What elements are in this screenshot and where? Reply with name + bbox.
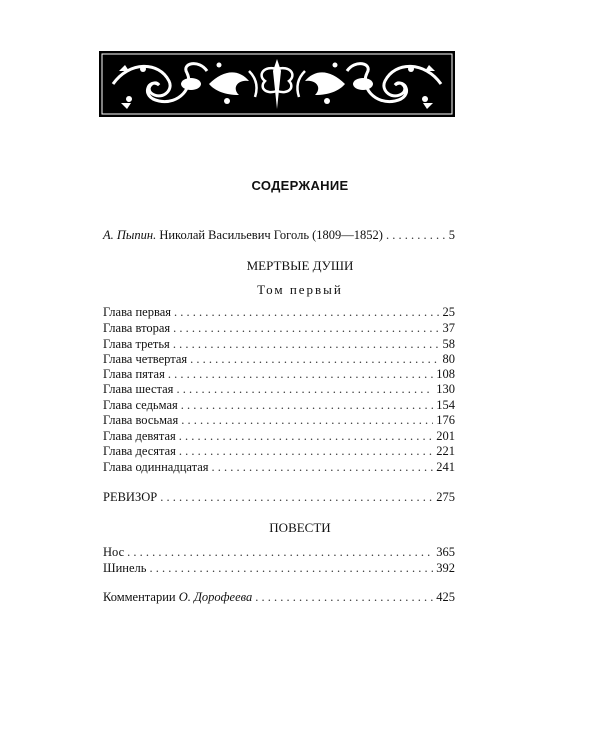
dot-leader xyxy=(174,305,439,320)
chapter-label: Глава шестая xyxy=(103,382,174,396)
chapter-label: Глава пятая xyxy=(103,367,165,381)
story-label: Нос xyxy=(103,545,125,559)
toc-entry xyxy=(103,460,455,475)
dot-leader xyxy=(160,490,433,505)
chapter-page: 176 xyxy=(436,413,455,427)
chapter-label: Глава четвертая xyxy=(103,352,188,366)
dot-leader xyxy=(386,228,446,243)
comments-label: Комментарии xyxy=(103,590,176,604)
dot-leader xyxy=(212,460,434,475)
toc-entry xyxy=(103,398,455,413)
intro-label xyxy=(103,228,383,243)
comments-author: О. Дорофеева xyxy=(178,590,253,604)
comments-page: 425 xyxy=(436,590,455,604)
chapter-page: 58 xyxy=(442,337,455,351)
intro-title: Николай Васильевич Гоголь (1809—1852) xyxy=(159,228,383,242)
contents-title: СОДЕРЖАНИЕ xyxy=(251,178,349,193)
chapter-page: 80 xyxy=(442,352,455,366)
decorative-ornament-banner xyxy=(99,51,455,117)
dot-leader xyxy=(190,352,439,367)
chapter-label: Глава седьмая xyxy=(103,398,178,412)
section-dead-souls: МЕРТВЫЕ ДУШИ xyxy=(246,258,354,273)
dot-leader xyxy=(181,398,434,413)
volume-one-heading: Том первый xyxy=(257,282,343,297)
toc-entry xyxy=(103,444,455,459)
comments-entry xyxy=(103,590,455,605)
chapter-page: 201 xyxy=(436,429,455,443)
chapter-page: 25 xyxy=(442,305,455,319)
intro-page: 5 xyxy=(448,228,455,242)
chapter-label: Глава вторая xyxy=(103,321,171,335)
toc-entry xyxy=(103,337,455,352)
dot-leader xyxy=(179,429,433,444)
dot-leader xyxy=(168,367,433,382)
dot-leader xyxy=(127,545,433,560)
chapter-page: 37 xyxy=(442,321,455,335)
dot-leader xyxy=(255,590,433,605)
story-label: Шинель xyxy=(103,561,147,575)
toc-entry xyxy=(103,367,455,382)
chapter-page: 221 xyxy=(436,444,455,458)
chapter-label: Глава одиннадцатая xyxy=(103,460,209,474)
chapter-page: 130 xyxy=(436,382,455,396)
dot-leader xyxy=(181,413,433,428)
toc-entry xyxy=(103,545,455,560)
dot-leader xyxy=(173,337,440,352)
chapter-page: 241 xyxy=(436,460,455,474)
toc-entry xyxy=(103,352,455,367)
story-page: 365 xyxy=(436,545,455,559)
chapter-label: Глава первая xyxy=(103,305,172,319)
chapter-page: 154 xyxy=(436,398,455,412)
intro-author: А. Пыпин. xyxy=(103,228,157,242)
toc-entry xyxy=(103,382,455,397)
toc-entry xyxy=(103,413,455,428)
toc-entry xyxy=(103,305,455,320)
story-page: 392 xyxy=(436,561,455,575)
section-stories: ПОВЕСТИ xyxy=(269,520,331,535)
dot-leader xyxy=(173,321,439,336)
chapter-label: Глава третья xyxy=(103,337,170,351)
toc-entry xyxy=(103,321,455,336)
intro-entry xyxy=(103,228,455,243)
chapter-page: 108 xyxy=(436,367,455,381)
chapter-label: Глава девятая xyxy=(103,429,176,443)
toc-entry xyxy=(103,429,455,444)
revizor-page: 275 xyxy=(436,490,455,504)
dot-leader xyxy=(179,444,433,459)
toc-entry xyxy=(103,561,455,576)
chapter-label: Глава восьмая xyxy=(103,413,179,427)
dot-leader xyxy=(176,382,433,397)
dot-leader xyxy=(149,561,433,576)
chapter-label: Глава десятая xyxy=(103,444,176,458)
revizor-label: РЕВИЗОР xyxy=(103,490,158,504)
revizor-entry xyxy=(103,490,455,505)
comments-label-group xyxy=(103,590,252,605)
